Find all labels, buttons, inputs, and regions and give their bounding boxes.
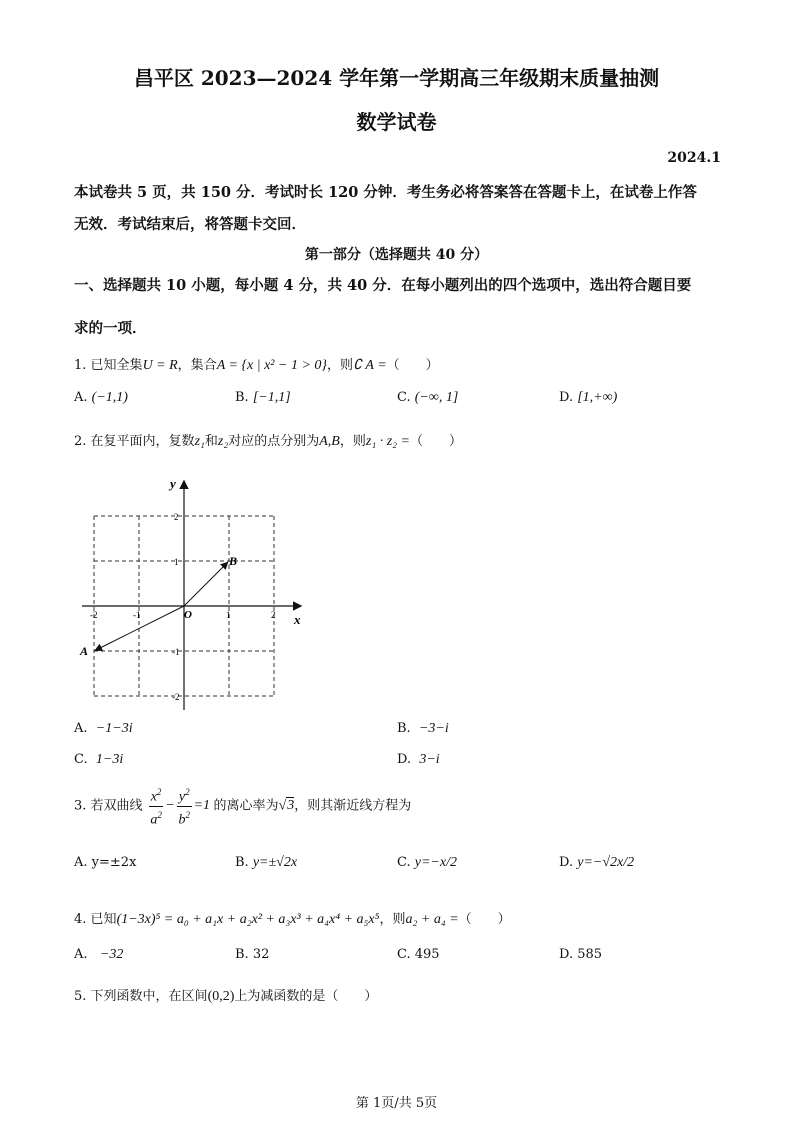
notice-line-2: 无效．考试结束后，将答题卡交回． [74,216,306,233]
page-footer: 第 1页/共 5页 [355,1096,438,1111]
q3-option-c[interactable]: C. y=−x/2 [397,855,457,870]
q3-option-d[interactable]: D. y=−√2x/2 [559,855,635,870]
q4-option-a[interactable]: A. −32 [74,947,124,962]
y-axis-label: y [170,476,176,491]
complex-plane-graph [70,472,320,717]
origin-label: O [184,609,192,621]
y-tick: 2 [174,512,179,522]
exam-title: 昌平区 2023—2024 学年第一学期高三年级期末质量抽测 [133,66,660,90]
question-1: 1. 已知全集U = R，集合A = {x | x² − 1 > 0}，则∁ A =（ ） [74,358,439,373]
x-axis-label: x [294,612,301,627]
point-a-label: A [80,644,89,658]
q4-option-d[interactable]: D. 585 [559,947,603,962]
x-tick: -2 [90,610,98,620]
question-number: 1. [74,358,87,373]
question-5: 5. 下列函数中，在区间(0,2)上为减函数的是（ ） [74,989,378,1004]
q2-option-a[interactable]: A. −1−3i [74,721,133,736]
q3-option-b[interactable]: B. y=±√2x [235,855,298,870]
point-b-label: B [229,554,238,568]
q1-option-d[interactable]: D. [1,+∞) [559,390,618,405]
question-4: 4. 已知(1−3x)⁵ = a₀ + a₁x + a₂x² + a₃x³ + a₄x⁴ + a₅x⁵，则a₂ + a₄ =（ ） [74,912,511,927]
q3-option-a[interactable]: A. y=±2x [74,855,137,870]
q4-option-b[interactable]: B. 32 [235,947,270,962]
question-number: 3. [74,798,87,814]
vector-ob [184,563,227,606]
exam-date: 2024.1 [667,150,721,166]
y-tick: -2 [172,692,180,702]
x-tick: -1 [133,610,141,620]
q2-option-b[interactable]: B. −3−i [397,721,449,736]
q2-option-d[interactable]: D. 3−i [397,752,440,767]
exam-subtitle: 数学试卷 [356,110,437,134]
q1-option-b[interactable]: B. [−1,1] [235,390,291,405]
q1-option-c[interactable]: C. (−∞, 1] [397,390,459,405]
part-title: 第一部分（选择题共 40 分） [304,247,489,263]
question-number: 5. [74,989,87,1004]
x-tick: 1 [226,610,231,620]
x-tick: 2 [271,610,276,620]
question-number: 4. [74,912,87,927]
part-instructions-2: 求的一项． [74,320,147,337]
part-instructions-1: 一、选择题共 10 小题，每小题 4 分，共 40 分．在每小题列出的四个选项中，选出符合题目要 [74,277,692,294]
question-3: 3. 若双曲线 $\frac{x^2}{a^2}$ − $\frac{y^2}{b^2}$ =1 的离心率为√3，则其渐近线方程为 [74,784,411,828]
y-tick: -1 [172,647,180,657]
notice-line-1: 本试卷共 5 页，共 150 分．考试时长 120 分钟．考生务必将答案答在答题卡上，在试卷上作答 [74,184,697,201]
q4-option-c[interactable]: C. 495 [397,947,440,962]
q1-option-a[interactable]: A. (−1,1) [74,390,128,405]
y-tick: 1 [174,557,179,567]
question-number: 2. [74,434,87,449]
q2-option-c[interactable]: C. 1−3i [74,752,124,767]
question-2: 2. 在复平面内，复数z₁和z₂对应的点分别为A,B，则z₁ · z₂ =（ ） [74,434,462,449]
